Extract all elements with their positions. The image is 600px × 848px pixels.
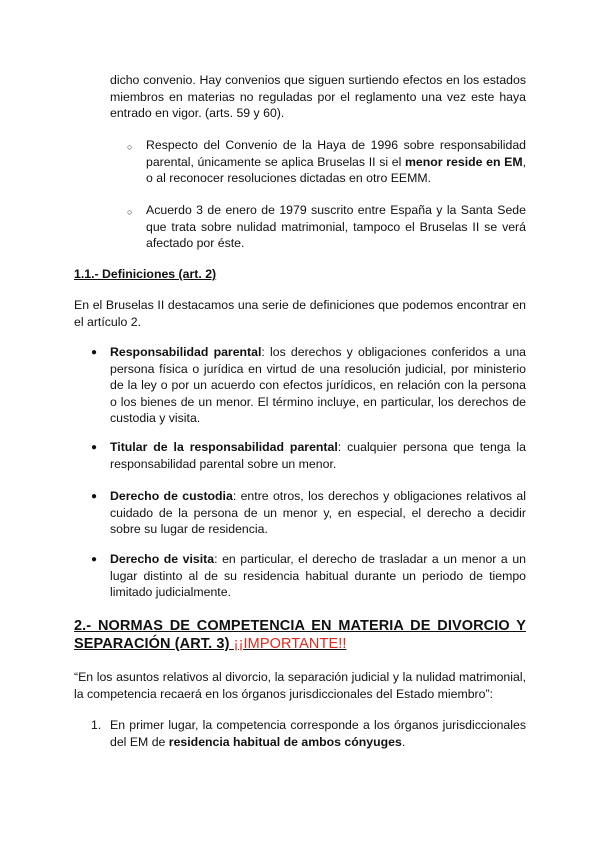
sub-item-1-post: , o al reconocer resoluciones dictadas en otro EEMM. (146, 154, 527, 185)
sub-item-marker: ○ (127, 207, 133, 217)
definition-text: : entre otros, los derechos y obligaciones relativos al cuidado de la persona de un menor y, en especial, el derecho a decidir sobre su lugar de residencia. (110, 489, 527, 536)
numbered-item-1-pre: En primer lugar, la competencia corresponde a los órganos jurisdiccionales del EM de (110, 718, 526, 749)
definition-text: : en particular, el derecho de trasladar a un menor a un lugar distinto al de su residencia habitual durante un periodo de tiempo limitado judicialmente. (110, 552, 526, 599)
definition-bullet: ● (91, 491, 98, 502)
sub-item-1-bold: menor reside en EM (404, 154, 523, 169)
sub-item-marker: ○ (127, 142, 133, 152)
section-2-heading (74, 617, 526, 653)
numbered-item-1-bold: residencia habitual de ambos cónyuges (168, 734, 402, 749)
definition-titular (110, 439, 526, 472)
section-1-1-intro: En el Bruselas II destacamos una serie de definiciones que podemos encontrar en el artículo 2. (74, 298, 526, 329)
intro-paragraph: dicho convenio. Hay convenios que siguen surtiendo efectos en los estados miembros en materias no reguladas por el reglamento una vez este haya entrado en vigor. (arts. 59 y 60). (110, 73, 526, 120)
definition-bullet: ● (91, 442, 98, 453)
definition-text: : cualquier persona que tenga la responsabilidad parental sobre un menor. (110, 440, 526, 471)
sub-item-1 (146, 137, 526, 187)
definition-visita (110, 551, 526, 601)
numbered-item-1 (110, 717, 526, 750)
definition-responsabilidad-parental (110, 344, 526, 427)
sub-item-1-pre: Respecto del Convenio de la Haya de 1996 sobre responsabilidad parental, únicamente se aplica Bruselas II si el (146, 138, 526, 169)
numbered-item-1-post: . (401, 734, 406, 749)
definition-bullet: ● (91, 554, 98, 565)
definition-term: Derecho de custodia (110, 489, 233, 503)
section-2-quote: “En los asuntos relativos al divorcio, la separación judicial y la nulidad matrimonial, la competencia recaerá en los órganos jurisdiccionales del Estado miembro”: (74, 670, 526, 701)
definition-term: Responsabilidad parental (110, 345, 262, 359)
section-2-heading-text: 2.- NORMAS DE COMPETENCIA EN MATERIA DE DIVORCIO Y SEPARACIÓN (ART. 3) (74, 618, 526, 652)
important-label: ¡¡IMPORTANTE!! (233, 636, 347, 652)
definition-text: : los derechos y obligaciones conferidos a una persona física o jurídica en virtud de una resolución judicial, por ministerio de la ley o por un acuerdo con efectos jurídicos, en relación con la persona o los bienes de un menor. El término incluye, en particular, los derechos de custodia y visita. (110, 345, 526, 425)
definition-term: Derecho de visita (110, 552, 215, 566)
section-1-1-heading: 1.1.- Definiciones (art. 2) (74, 267, 217, 281)
sub-item-2: Acuerdo 3 de enero de 1979 suscrito entre España y la Santa Sede que trata sobre nulidad matrimonial, tampoco el Bruselas II se verá afectado por éste. (146, 203, 526, 250)
definition-custodia (110, 488, 526, 538)
definition-bullet: ● (91, 347, 98, 358)
definition-term: Titular de la responsabilidad parental (110, 440, 338, 454)
numbered-item-marker: 1. (91, 718, 102, 732)
